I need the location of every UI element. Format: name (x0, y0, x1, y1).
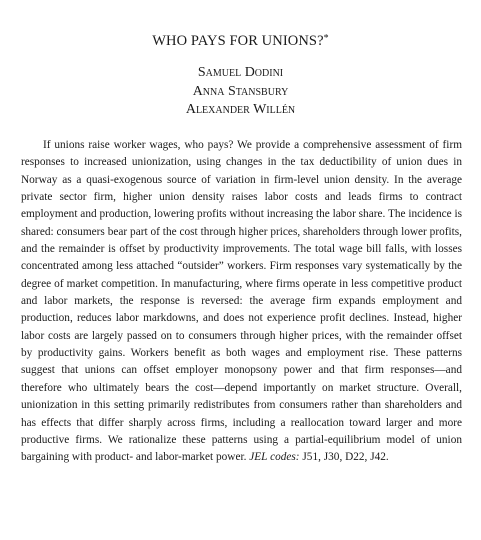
author-3: Alexander Willén (185, 102, 296, 117)
jel-label: JEL codes: (249, 451, 300, 464)
jel-codes: J51, J30, D22, J42. (302, 451, 389, 464)
author-2: Anna Stansbury (192, 83, 289, 99)
title-text: WHO PAYS FOR UNIONS? (152, 33, 324, 49)
abstract-text: If unions raise worker wages, who pays? We provide a comprehensive assessment of firm responses to increased unionization, using changes in the tax deductibility of union dues in Norway as a quasi-exogenous source of variation in firm-level union density. In the average private sector firm, higher union density raises labor costs and leads firms to contract employment and production, lowering profits without increasing the labor share. The incidence is shared: consumers bear part of the cost through higher prices, shareholders through lower profits, and the remainder is offset by productivity improvements. The total wage bill falls, with losses concentrated among less attached “outsider” workers. Firm responses vary systematically by the degree of market competition. In manufacturing, where firms operate in less competitive product and labor markets, the response is reversed: the average firm expands employment and production, reduces labor markdowns, and does not experience profit declines. Instead, higher labor costs are largely passed on to consumers through higher prices, with the remainder offset by productivity gains. Workers benefit as both wages and employment rise. These patterns suggest that unions can offset employer monopsony power and that firm responses—and therefore who ultimately bears the cost—depend importantly on market structure. Overall, unionization in this setting primarily redistributes from consumers rather than shareholders and has effects that differ sharply across firms, including a reallocation toward larger and more productive firms. We rationalize these patterns using a partial-equilibrium model of union bargaining with product- and labor-market power. (21, 139, 462, 464)
abstract (21, 137, 462, 467)
paper-title (0, 33, 481, 50)
author-1: Samuel Dodini (197, 65, 284, 80)
author-list (0, 64, 481, 120)
title-footnote-mark: * (323, 33, 329, 44)
